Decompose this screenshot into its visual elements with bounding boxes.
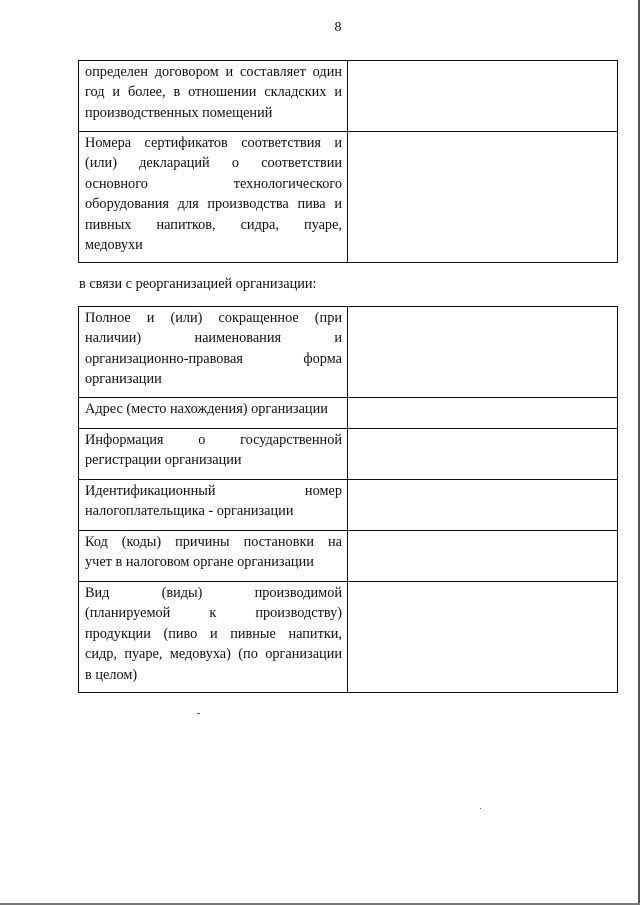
label-line: Код (коды) причины постановки на xyxy=(85,534,342,550)
label-line: продукции (пиво и пивные напитки, xyxy=(85,625,342,642)
label-line: основного технологического xyxy=(85,175,342,192)
field-value-registration[interactable] xyxy=(348,429,618,480)
table-row xyxy=(79,132,618,263)
label-line: налогоплательщика - организации xyxy=(85,503,294,520)
label-line: медовухи xyxy=(85,237,143,254)
table-row xyxy=(79,531,618,582)
field-value-product-type[interactable] xyxy=(348,582,618,693)
table-row xyxy=(79,61,618,132)
label-line: производственных помещений xyxy=(85,104,273,121)
field-value-kpp[interactable] xyxy=(348,531,618,582)
label-line: Полное и (или) сокращенное (при xyxy=(85,310,342,326)
section-intro: в связи с реорганизацией организации: xyxy=(79,276,317,292)
label-line: Номера сертификатов соответствия и xyxy=(85,135,342,151)
label-line: Информация о государственной xyxy=(85,432,342,448)
field-label-org-name xyxy=(79,307,348,398)
label-line: оборудования для производства пива и xyxy=(85,196,342,213)
field-value-org-name[interactable] xyxy=(348,307,618,398)
field-value-certificates[interactable] xyxy=(348,132,618,263)
field-value-address[interactable] xyxy=(348,398,618,429)
label-line: Идентификационный номер xyxy=(85,483,342,499)
field-label-address xyxy=(79,398,348,429)
label-line: определен договором и составляет один xyxy=(85,64,342,80)
table-row xyxy=(79,582,618,693)
field-label-premises xyxy=(79,61,348,132)
field-label-registration xyxy=(79,429,348,480)
table-row xyxy=(79,480,618,531)
label-line: регистрации организации xyxy=(85,452,242,469)
label-line: (планируемой к производству) xyxy=(85,605,342,622)
scan-speck xyxy=(197,713,200,714)
page-number: 8 xyxy=(334,20,342,35)
field-label-kpp xyxy=(79,531,348,582)
field-value-inn[interactable] xyxy=(348,480,618,531)
field-label-inn xyxy=(79,480,348,531)
label-line: пивных напитков, сидра, пуаре, xyxy=(85,216,342,233)
label-line: организации xyxy=(85,371,162,388)
label-line: Вид (виды) производимой xyxy=(85,585,342,601)
table-row xyxy=(79,429,618,480)
table-top xyxy=(78,60,618,263)
label-line: год и более, в отношении складских и xyxy=(85,84,342,101)
label-line: учет в налоговом органе организации xyxy=(85,554,314,571)
label-line: наличии) наименования и xyxy=(85,330,342,347)
field-label-certificates xyxy=(79,132,348,263)
table-reorganization xyxy=(78,306,618,693)
label-line: организационно-правовая форма xyxy=(85,350,342,367)
table-row xyxy=(79,398,618,429)
scan-speck xyxy=(480,808,481,809)
field-value-premises[interactable] xyxy=(348,61,618,132)
label-line: Адрес (место нахождения) организации xyxy=(85,401,328,417)
field-label-product-type xyxy=(79,582,348,693)
label-line: (или) деклараций о соответствии xyxy=(85,155,342,172)
label-line: сидр, пуаре, медовуха) (по организации xyxy=(85,646,342,663)
table-row xyxy=(79,307,618,398)
label-line: в целом) xyxy=(85,666,138,683)
